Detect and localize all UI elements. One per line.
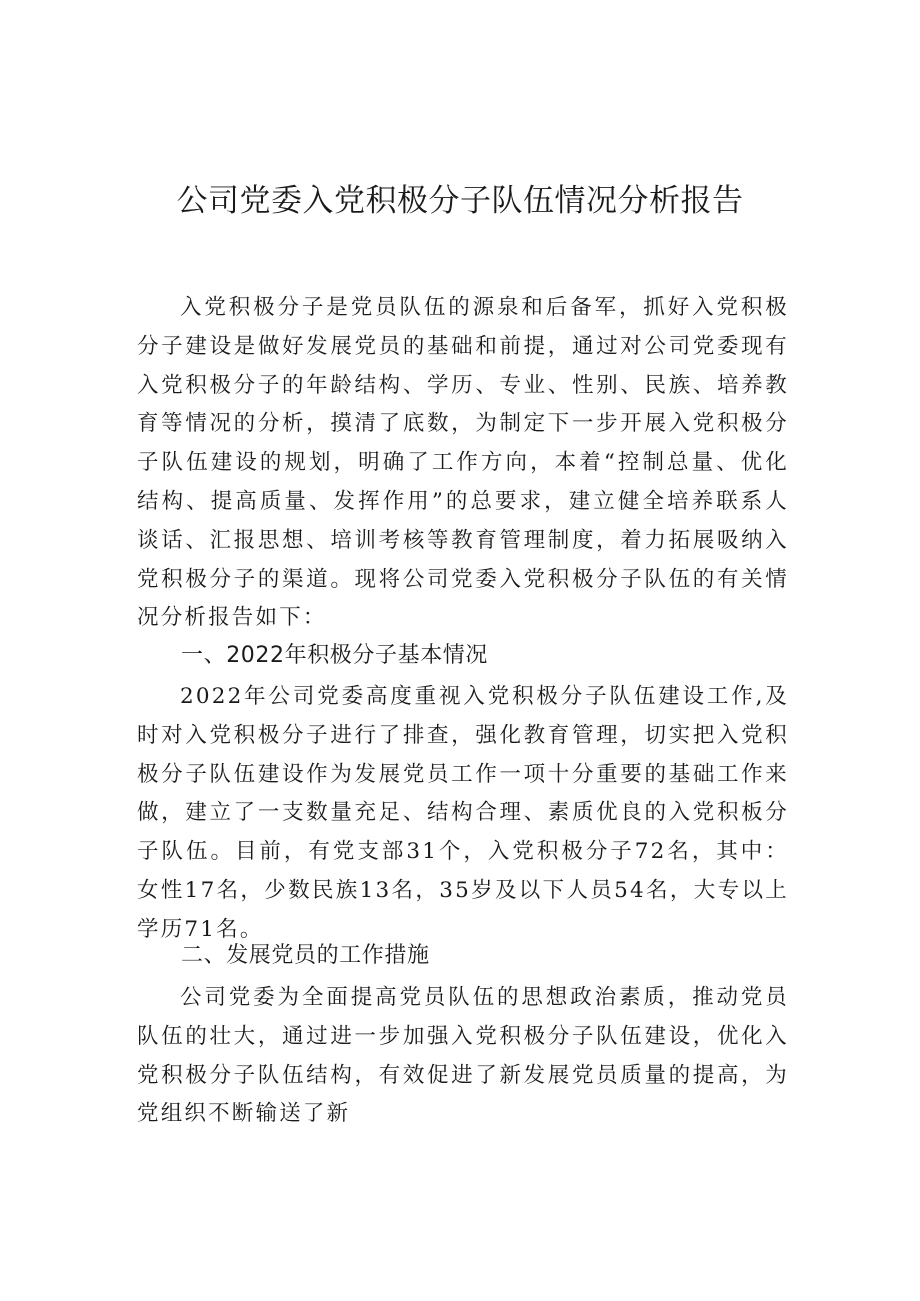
section-paragraph-work-measures: 公司党委为全面提高党员队伍的思想政治素质，推动党员队伍的壮大，通过进一步加强入党积极分子队伍建设，优化入党积极分子队伍结构，有效促进了新发展党员质量的提高，为党组织不断输送了新: [137, 985, 789, 1127]
intro-paragraph: 入党积极分子是党员队伍的源泉和后备军，抓好入党积极分子建设是做好发展党员的基础和前提，通过对公司党委现有入党积极分子的年龄结构、学历、专业、性别、民族、培养教育等情况的分析，摸清了底数，为制定下一步开展入党积极分子队伍建设的规划，明确了工作方向，本着“控制总量、优化结构、提高质量、发挥作用”的总要求，建立健全培养联系人谈话、汇报思想、培训考核等教育管理制度，着力拓展吸纳入党积极分子的渠道。现将公司党委入党积极分子队伍的有关情况分析报告如下：: [137, 295, 789, 631]
section-heading-basic-situation: 一、2022年积极分子基本情况: [181, 643, 488, 668]
section-paragraph-basic-situation: 2022年公司党委高度重视入党积极分子队伍建设工作,及时对入党积极分子进行了排查，强化教育管理，切实把入党积极分子队伍建设作为发展党员工作一项十分重要的基础工作来做，建立了一支数量充足、结构合理、素质优良的入党积板分子队伍。目前，有党支部31个，入党积极分子72名，其中：女性17名，少数民族13名，35岁及以下人员54名，大专以上学历71名。: [137, 684, 789, 942]
document-title: 公司党委入党积极分子队伍情况分析报告: [176, 183, 744, 219]
section-heading-work-measures: 二、发展党员的工作措施: [181, 943, 430, 968]
